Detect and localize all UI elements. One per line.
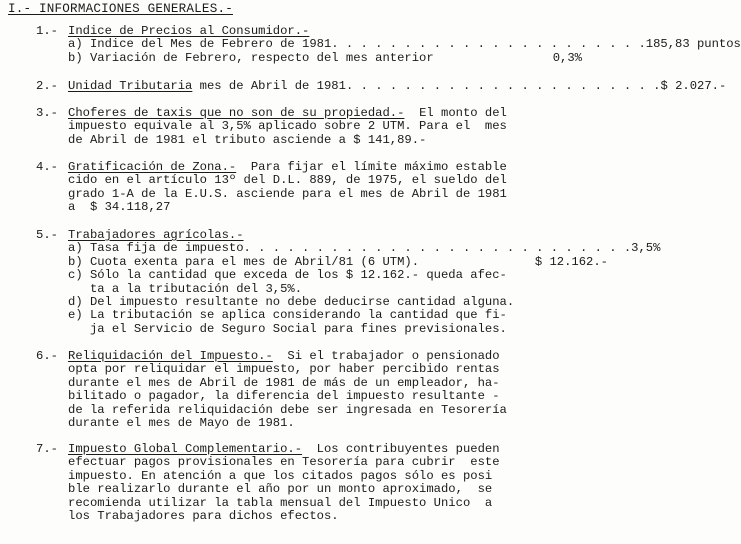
item-heading: Reliquidación del Impuesto.- (68, 349, 273, 363)
item-4: 4.- Gratificación de Zona.- Para fijar el límite máximo estable cido en el artículo 13º del D.L. 889, de 1975, el sueldo del grado 1-A de la E.U.S. asciende para el mes de Abril de 1981 a $ 34.118,27 (36, 160, 507, 215)
item-heading: Trabajadores agrícolas.- (68, 228, 244, 242)
item-number: 3.- (36, 106, 58, 120)
section-title: I.- INFORMACIONES GENERALES.- (8, 2, 233, 16)
item-5: 5.- Trabajadores agrícolas.- a) Tasa fija de impuesto . . . . . . . . . . . . . . . . . . . . . . . . . . . 3,5% b) Cuota exenta para el mes de Abril/81 (6 UTM). $ 12.162.- c) Sólo la cantidad que exceda de los $ 12.162.- queda afec- ta a la tributación del 3,5%. d) Del impuesto resultante no debe deducirse cantidad alguna. e) La tributación se aplica considerando la cantidad que fi- ja el Servicio de Seguro Social para fines previsionales. (36, 228, 661, 336)
item-5-a: a) Tasa fija de impuesto . . . . . . . . . . . . . . . . . . . . . . . . . . . 3,5% (68, 241, 661, 256)
item-3: 3.- Choferes de taxis que no son de su propiedad.- El monto del impuesto equivale al 3,5% aplicado sobre 2 UTM. Para el mes de Abril de 1981 el tributo asciende a $ 141,89.- (36, 106, 507, 147)
item-1-a: a) Indice del Mes de Febrero de 1981 . . . . . . . . . . . . . . . . . . . . . . 185,83 puntos (68, 37, 741, 52)
item-number: 7.- (36, 442, 58, 456)
item-heading: Impuesto Global Complementario.- (68, 442, 303, 456)
item-number: 4.- (36, 160, 58, 174)
item-2-row: Unidad Tributaria mes de Abril de 1981 . . . . . . . . . . . . . . . . . . . . . . $ 2.027.- (68, 79, 727, 93)
item-number: 1.- (36, 24, 58, 38)
item-2 (36, 79, 727, 93)
item-number: 2.- (36, 79, 58, 93)
item-6: 6.- Reliquidación del Impuesto.- Si el trabajador o pensionado opta por reliquidar el impuesto, por haber percibido rentas durante el mes de Abril de 1981 de más de un empleador, ha- bilitado o pagador, la diferencia del impuesto resultante - de la referida reliquidación debe ser ingresada en Tesorería durante el mes de Mayo de 1981. (36, 349, 507, 431)
item-number: 6.- (36, 349, 58, 363)
item-5-b: b) Cuota exenta para el mes de Abril/81 (6 UTM). $ 12.162.- (68, 254, 608, 269)
item-1 (36, 24, 741, 65)
item-heading: Gratificación de Zona.- (68, 160, 237, 174)
item-number: 5.- (36, 228, 58, 242)
item-7: 7.- Impuesto Global Complementario.- Los contribuyentes pueden efectuar pagos provisionales en Tesorería para cubrir este impuesto. En atención a que los citados pagos sólo es posi ble realizarlo durante el año por un monto aproximado, se recomienda utilizar la tabla mensual del Impuesto Unico a los Trabajadores para dichos efectos. (36, 442, 500, 524)
item-1-b: b) Variación de Febrero, respecto del mes anterior 0,3% (68, 50, 582, 65)
item-heading: Choferes de taxis que no son de su propiedad.- (68, 106, 405, 120)
item-heading: Indice de Precios al Consumidor.- (68, 24, 310, 38)
item-heading: Unidad Tributaria (68, 79, 193, 93)
